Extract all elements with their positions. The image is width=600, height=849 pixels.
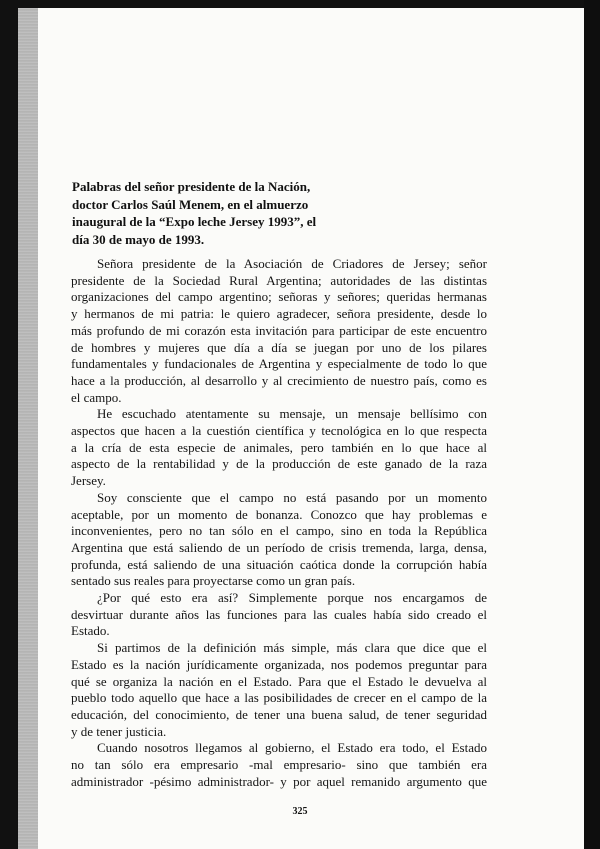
body-line: Jersey.: [71, 473, 106, 489]
body-line: Cuando nosotros llegamos al gobierno, el Estado era todo, el Estado: [97, 740, 487, 756]
body-line: fundamentales y fundacionales de Argentina y especialmente de todo lo que: [71, 356, 487, 372]
speech-heading: [72, 178, 372, 248]
heading-line: inaugural de la “Expo leche Jersey 1993”, el: [72, 214, 317, 229]
body-line: de hombres y mujeres que día a día se juegan por uno de los pilares: [71, 339, 487, 355]
body-line: el campo.: [71, 389, 122, 405]
scan-edge: [584, 0, 600, 849]
body-line: no tan sólo era empresario -mal empresario- sino que también era: [71, 757, 487, 773]
heading-line: día 30 de mayo de 1993.: [72, 231, 205, 247]
body-line: a la cría de esta especie de animales, pero también en lo que hace al: [71, 439, 487, 455]
body-line: aceptable, por un momento de bonanza. Conozco que hay problemas e: [71, 506, 487, 522]
body-line: ¿Por qué esto era así? Simplemente porque nos encargamos de: [97, 590, 487, 606]
body-line: aspectos que hacen a la cuestión científica y tecnológica en lo que respecta: [71, 423, 487, 439]
body-line: más profundo de mi corazón esta invitación para participar de este encuentro: [71, 322, 487, 338]
body-line: Estado.: [71, 623, 110, 639]
body-line: Soy consciente que el campo no está pasando por un momento: [97, 489, 487, 505]
body-line: sentado sus reales para proyectarse como un gran país.: [71, 573, 356, 589]
body-line: Estado es la nación jurídicamente organizada, nos podemos preguntar para: [71, 656, 487, 672]
heading-line: Palabras del señor presidente de la Nación,: [72, 179, 311, 194]
speech-body: [71, 256, 487, 791]
body-line: pueblo todo aquello que hace a las posibilidades de crecer en el campo de la: [71, 690, 487, 706]
body-line: desvirtuar durante años las funciones para las cuales había sido creado el: [71, 606, 487, 622]
body-line: hace a la producción, al desarrollo y al crecimiento de nuestro país, como es: [71, 372, 487, 388]
body-line: presidente de la Sociedad Rural Argentina; autoridades de las distintas: [71, 272, 487, 288]
body-line: aspecto de la rentabilidad y de la producción de este ganado de la raza: [71, 456, 487, 472]
page-number: 325: [292, 806, 308, 817]
body-line: administrador -pésimo administrador- y por aquel remanido argumento que: [71, 773, 487, 789]
body-line: profunda, está saliendo de una situación caótica donde la corrupción había: [71, 556, 487, 572]
body-line: y hermanos de mi patria: le quiero agradecer, señora presidente, desde lo: [71, 306, 487, 322]
body-line: inconvenientes, pero no tan sólo en el campo, sino en toda la República: [71, 523, 487, 539]
heading-line: doctor Carlos Saúl Menem, en el almuerzo: [72, 196, 309, 212]
body-line: Señora presidente de la Asociación de Criadores de Jersey; señor: [97, 256, 487, 271]
body-line: Si partimos de la definición más simple, más clara que dice que el: [97, 640, 487, 656]
body-line: qué se organiza la nación en el Estado. Para que el Estado le devuelva al: [71, 673, 487, 689]
binding-gutter: [18, 8, 38, 849]
body-line: He escuchado atentamente su mensaje, un mensaje bellísimo con: [97, 406, 487, 422]
body-line: organizaciones del campo argentino; señoras y señores; queridas hermanas: [71, 289, 487, 305]
body-line: y de tener justicia.: [71, 723, 167, 739]
body-line: Argentina que está saliendo de un período de crisis tremenda, larga, densa,: [71, 539, 487, 555]
body-line: educación, del conocimiento, de tener una buena salud, de tener seguridad: [71, 706, 487, 722]
